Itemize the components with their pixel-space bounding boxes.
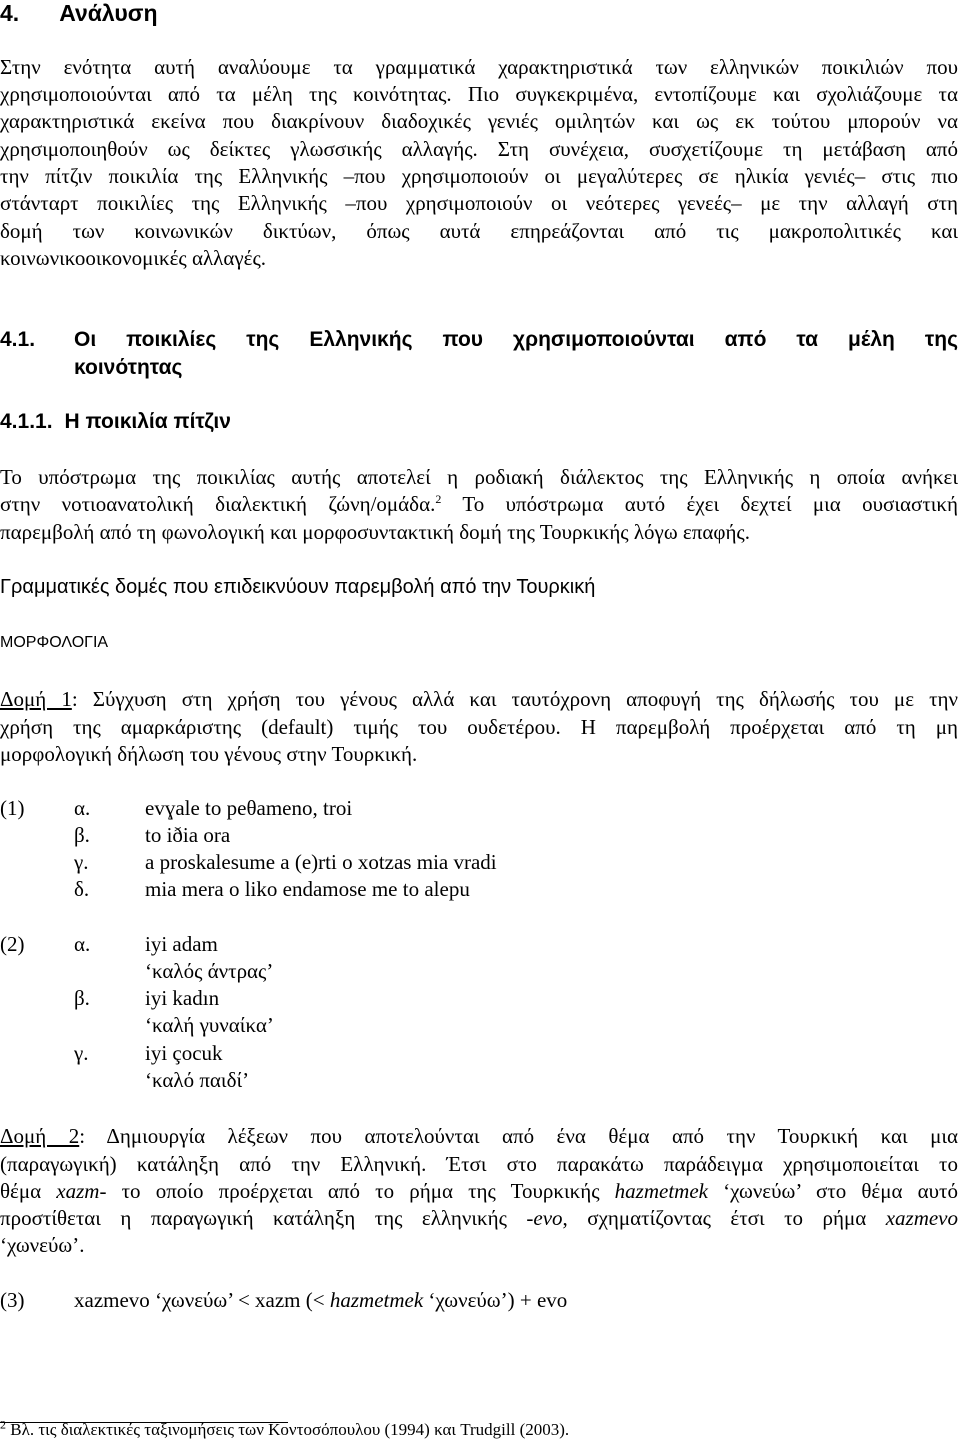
structure2-line-5: ‘χωνεύω’.: [0, 1233, 85, 1257]
structure2-line-1: [0, 1124, 958, 1149]
structure2-line-3a: θέμα: [0, 1179, 57, 1203]
structure2-line-2: (παραγωγική) κατάληξη από την Ελληνική. Έτσι στο παρακάτω παράδειγμα χρησιμοποιείται το: [0, 1152, 958, 1176]
subsubsection-number: 4.1.1.: [0, 410, 53, 433]
subsubsection-title: Η ποικιλία πίτζιν: [64, 410, 231, 433]
example2-gloss-c: ‘καλό παιδί’: [145, 1068, 250, 1092]
structure2-stem-xazm: xazm-: [56, 1179, 107, 1203]
example1-text-c: a proskalesume a (e)rti o xotzas mia vradi: [145, 850, 497, 874]
example1-text-a: evɣale to peθameno, troi: [145, 796, 353, 820]
subsection-title-line-1: Οι ποικιλίες της Ελληνικής που χρησιμοποιούνται από τα μέλη της: [74, 328, 958, 351]
example1-letter-c: γ.: [74, 850, 89, 874]
subsubsection-heading: [0, 410, 231, 434]
example3-text-c: ‘χωνεύω’) + evo: [423, 1288, 568, 1312]
para2-line-1: Το υπόστρωμα της ποικιλίας αυτής αποτελεί η ροδιακή διάλεκτος της Ελληνικής η οποία ανήκει: [0, 465, 958, 489]
example1-letter-a: α.: [74, 796, 91, 820]
structure2-verb-hazmetmek: hazmetmek: [614, 1179, 708, 1203]
structures-heading: Γραμματικές δομές που επιδεικνύουν παρεμβολή από την Τουρκική: [0, 576, 596, 598]
structure1-line-2: χρήση της αμαρκάριστης (default) τιμής του ουδετέρου. Η παρεμβολή προέρχεται από τη μη: [0, 715, 958, 739]
intro-line-2: χρησιμοποιούνται από τα μέλη της κοινότητας. Πιο συγκεκριμένα, εντοπίζουμε και σχολιάζουμε τα: [0, 82, 958, 106]
example3-hazmetmek: hazmetmek: [329, 1288, 424, 1312]
example2-text-c: iyi çocuk: [145, 1041, 223, 1065]
structure2-line-3e: ‘χωνεύω’ στο θέμα αυτό: [707, 1179, 958, 1203]
subsection-number: 4.1.: [0, 328, 36, 351]
structure1-line-1: [0, 687, 958, 712]
example3-text: [74, 1288, 567, 1313]
intro-line-4: χρησιμοποιηθούν ως δείκτες γλωσσικής αλλαγής. Στη συνέχεια, συσχετίζουμε τη μετάβαση από: [0, 137, 958, 161]
structure2-suffix-evo: -evo: [526, 1206, 563, 1230]
section-number: 4.: [0, 0, 20, 26]
example2-text-a: iyi adam: [145, 932, 218, 956]
section-heading: [0, 0, 158, 27]
intro-line-1: Στην ενότητα αυτή αναλύουμε τα γραμματικά χαρακτηριστικά των ελληνικών ποικιλιών που: [0, 55, 958, 79]
example1-letter-d: δ.: [74, 877, 90, 901]
structure2-line-4a: προστίθεται η παραγωγική κατάληξη της ελληνικής: [0, 1206, 527, 1230]
example1-text-d: mia mera o liko endamose me to alepu: [145, 877, 470, 901]
example3-text-a: xazmevo ‘χωνεύω’ < xazm (<: [74, 1288, 330, 1312]
structure2-line-1-text: : Δημιουργία λέξεων που αποτελούνται από ένα θέμα από την Τουρκική και μια: [79, 1124, 958, 1148]
example2-letter-b: β.: [74, 986, 90, 1010]
structure1-label: Δομή 1: [0, 687, 72, 711]
intro-line-7: δομή των κοινωνικών δικτύων, όπως αυτά επηρεάζονται από τις μακροπολιτικές και: [0, 219, 958, 243]
example2-text-b: iyi kadın: [145, 986, 220, 1010]
example1-text-b: to iðia ora: [145, 823, 231, 847]
para2-line-2: [0, 492, 958, 517]
subsection-title-line-2: κοινότητας: [74, 356, 183, 379]
footnote-mark: 2: [0, 1417, 6, 1432]
structure2-line-4c: , σχηματίζοντας έτσι το ρήμα: [562, 1206, 886, 1230]
structure2-verb-xazmevo: xazmevo: [885, 1206, 959, 1230]
structure1-line-1-text: : Σύγχυση στη χρήση του γένους αλλά και ταυτόχρονη αποφυγή της δήλωσής του με την: [71, 687, 958, 711]
structure2-label: Δομή 2: [0, 1124, 80, 1148]
intro-line-3: χαρακτηριστικά εκείνα που διακρίνουν διαδοχικές γενιές ομιλητών και ως εκ τούτου μπορούν να: [0, 109, 958, 133]
intro-line-6: στάνταρτ ποικιλίες της Ελληνικής –που χρησιμοποιούν οι νεότερες γενεές– με την αλλαγή στη: [0, 191, 958, 215]
para2-line-2b: Το υπόστρωμα αυτό έχει δεχτεί μια ουσιαστική: [441, 492, 958, 516]
example2-gloss-a: ‘καλός άντρας’: [145, 959, 274, 983]
morphology-heading: ΜΟΡΦΟΛΟΓΙΑ: [0, 634, 109, 651]
para2-line-3: παρεμβολή από τη φωνολογική και μορφοσυντακτική δομή της Τουρκικής λόγω επαφής.: [0, 520, 751, 544]
example3-number: (3): [0, 1288, 25, 1312]
structure2-line-4: [0, 1206, 958, 1231]
example2-letter-c: γ.: [74, 1041, 89, 1065]
example1-letter-b: β.: [74, 823, 90, 847]
intro-line-8: κοινωνικοοικονομικές αλλαγές.: [0, 246, 267, 270]
section-title: Ανάλυση: [59, 0, 158, 26]
footnote: [0, 1417, 570, 1440]
footnote-text: Βλ. τις διαλεκτικές ταξινομήσεις των Κοντοσόπουλου (1994) και Trudgill (2003).: [6, 1420, 570, 1439]
example2-letter-a: α.: [74, 932, 91, 956]
intro-line-5: την πίτζιν ποικιλία της Ελληνικής –που χρησιμοποιούν οι μεγαλύτερες σε ηλικία γενιές– στις πιο: [0, 164, 958, 188]
example2-number: (2): [0, 932, 25, 956]
para2-line-2a: στην νοτιοανατολική διαλεκτική ζώνη/ομάδα.: [0, 492, 436, 516]
example2-gloss-b: ‘καλή γυναίκα’: [145, 1013, 274, 1037]
structure2-line-3: [0, 1179, 958, 1204]
footnote-reference: 2: [435, 492, 442, 506]
example1-number: (1): [0, 796, 25, 820]
structure2-line-3c: το οποίο προέρχεται από το ρήμα της Τουρκικής: [106, 1179, 615, 1203]
structure1-line-3: μορφολογική δήλωση του γένους στην Τουρκική.: [0, 742, 418, 766]
